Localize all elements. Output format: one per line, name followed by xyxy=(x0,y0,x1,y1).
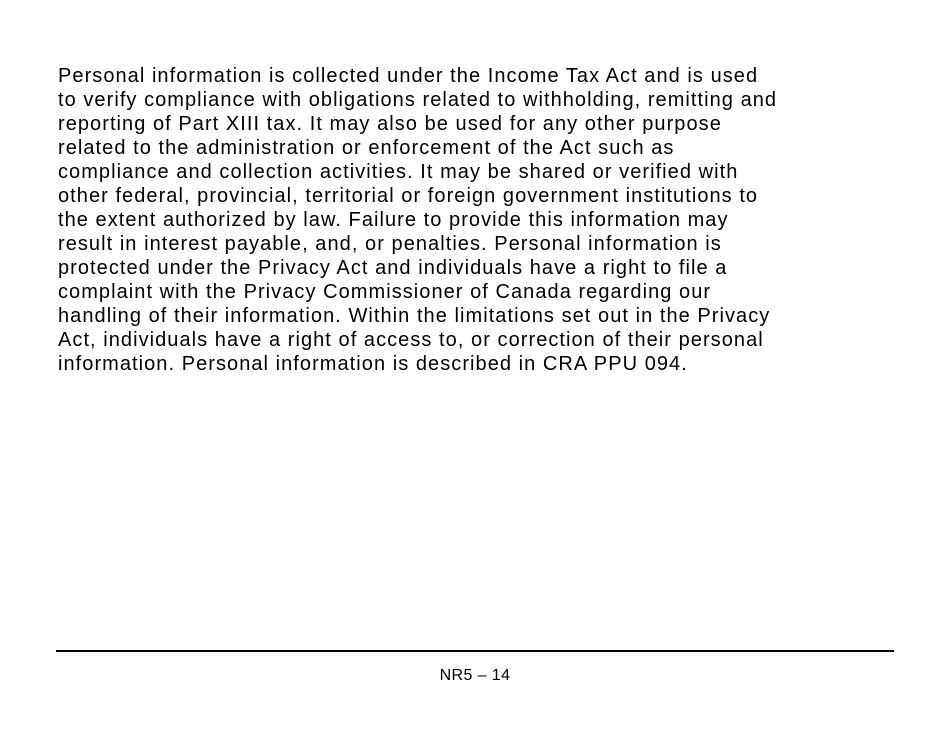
privacy-notice-line: reporting of Part XIII tax. It may also be used for any other purpose xyxy=(58,113,722,135)
privacy-notice-line: Act, individuals have a right of access to, or correction of their personal xyxy=(58,329,764,351)
privacy-notice-line: information. Personal information is described in CRA PPU 094. xyxy=(58,353,688,375)
privacy-notice-line: compliance and collection activities. It may be shared or verified with xyxy=(58,161,739,183)
privacy-notice-paragraph xyxy=(58,64,898,376)
privacy-notice-line: protected under the Privacy Act and individuals have a right to file a xyxy=(58,257,728,279)
privacy-notice-line: complaint with the Privacy Commissioner of Canada regarding our xyxy=(58,281,712,303)
privacy-notice-line: the extent authorized by law. Failure to provide this information may xyxy=(58,209,729,231)
privacy-notice-line: related to the administration or enforcement of the Act such as xyxy=(58,137,675,159)
privacy-notice-line: to verify compliance with obligations related to withholding, remitting and xyxy=(58,89,778,111)
privacy-notice-line: handling of their information. Within the limitations set out in the Privacy xyxy=(58,305,771,327)
footer-page-label: NR5 – 14 xyxy=(439,667,511,684)
privacy-notice-line: other federal, provincial, territorial or foreign government institutions to xyxy=(58,185,759,207)
footer-divider xyxy=(56,650,894,652)
privacy-notice-line: result in interest payable, and, or penalties. Personal information is xyxy=(58,233,722,255)
privacy-notice-line: Personal information is collected under the Income Tax Act and is used xyxy=(58,65,759,87)
